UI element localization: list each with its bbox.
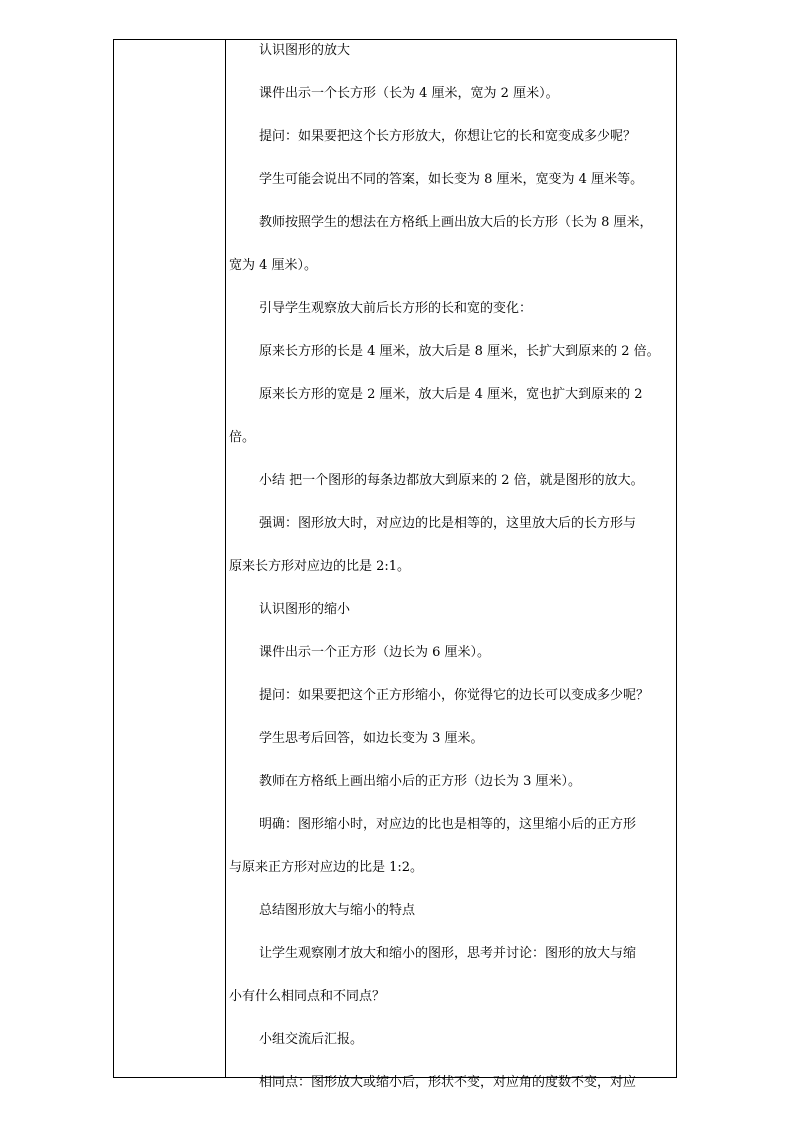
text-line: 认识图形的缩小: [259, 602, 351, 617]
text-line: 原来长方形对应边的比是 2:1。: [229, 559, 411, 574]
table-frame: [113, 39, 677, 1090]
text-line: 课件出示一个长方形（长为 4 厘米，宽为 2 厘米）。: [259, 86, 559, 101]
text-line: 课件出示一个正方形（边长为 6 厘米）。: [259, 645, 491, 660]
text-line: 学生思考后回答，如边长变为 3 厘米。: [259, 731, 484, 746]
text-line: 教师在方格纸上画出缩小后的正方形（边长为 3 厘米）。: [259, 774, 582, 789]
text-line: 明确：图形缩小时，对应边的比也是相等的，这里缩小后的正方形: [259, 817, 637, 832]
text-line: 认识图形的放大: [259, 43, 351, 58]
text-line: 小组交流后汇报。: [259, 1032, 364, 1047]
text-line: 小有什么相同点和不同点？: [229, 989, 386, 1004]
text-line: 学生可能会说出不同的答案，如长变为 8 厘米，宽变为 4 厘米等。: [259, 172, 644, 187]
text-line: 与原来正方形对应边的比是 1:2。: [229, 860, 424, 875]
text-line: 让学生观察刚才放大和缩小的图形，思考并讨论：图形的放大与缩: [259, 946, 637, 961]
text-line: 提问：如果要把这个正方形缩小，你觉得它的边长可以变成多少呢？: [259, 688, 650, 703]
text-line: 倍。: [229, 430, 256, 445]
text-line: 原来长方形的宽是 2 厘米，放大后是 4 厘米，宽也扩大到原来的 2: [259, 387, 643, 402]
text-line: 总结图形放大与缩小的特点: [259, 903, 416, 918]
text-line: 提问：如果要把这个长方形放大，你想让它的长和宽变成多少呢？: [259, 129, 637, 144]
text-line: 教师按照学生的想法在方格纸上画出放大后的长方形（长为 8 厘米，: [259, 215, 653, 230]
text-line: 小结 把一个图形的每条边都放大到原来的 2 倍，就是图形的放大。: [259, 473, 644, 488]
text-line: 原来长方形的长是 4 厘米，放大后是 8 厘米，长扩大到原来的 2 倍。: [259, 344, 660, 359]
column-divider: [225, 40, 226, 1077]
text-line: 相同点：图形放大或缩小后，形状不变，对应角的度数不变，对应: [259, 1075, 637, 1090]
text-line: 强调：图形放大时，对应边的比是相等的，这里放大后的长方形与: [259, 516, 637, 531]
text-line: 引导学生观察放大前后长方形的长和宽的变化：: [259, 301, 533, 316]
text-line: 宽为 4 厘米）。: [229, 258, 318, 273]
